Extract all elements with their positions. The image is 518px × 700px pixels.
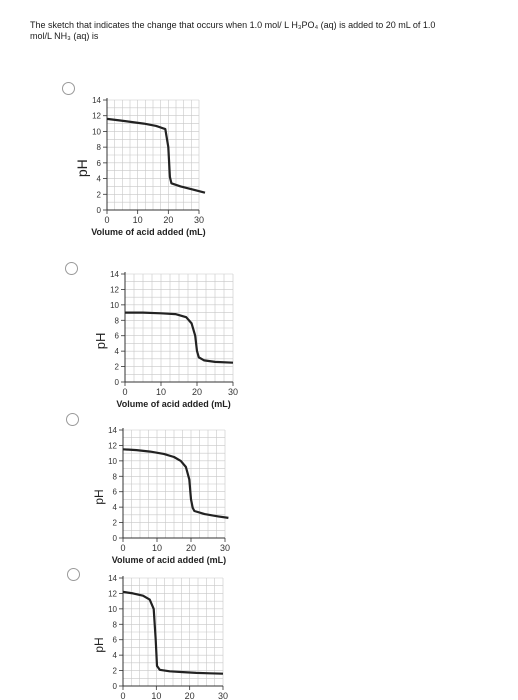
titration-curve [123, 449, 228, 518]
y-tick-label: 10 [108, 604, 117, 614]
y-tick-label: 0 [112, 534, 117, 543]
option-1-radio[interactable] [62, 82, 75, 95]
x-tick-label: 20 [185, 543, 197, 553]
option-4-radio[interactable] [67, 568, 80, 581]
question-text [30, 20, 500, 42]
y-tick-label: 6 [112, 635, 117, 645]
y-tick-label: 2 [114, 362, 119, 372]
x-tick-label: 0 [122, 387, 128, 397]
x-tick-label: 30 [219, 543, 231, 553]
x-tick-label: 10 [155, 387, 167, 397]
y-axis-label: pH [92, 489, 106, 505]
y-tick-label: 0 [96, 206, 101, 215]
y-tick-label: 8 [114, 316, 119, 326]
x-tick-label: 20 [191, 387, 203, 397]
y-tick-label: 10 [110, 300, 119, 310]
y-tick-label: 12 [108, 589, 117, 599]
y-tick-label: 14 [110, 270, 119, 279]
x-tick-label: 30 [217, 691, 229, 700]
y-tick-label: 14 [92, 96, 101, 105]
y-tick-label: 4 [96, 174, 101, 184]
question-line-1: The sketch that indicates the change that occurs when 1.0 mol/ L H₃PO₄ (aq) is added to 20 mL of 1.0 [30, 20, 436, 30]
y-tick-label: 0 [112, 682, 117, 691]
x-tick-label: 10 [151, 543, 163, 553]
y-tick-label: 4 [112, 503, 117, 513]
y-tick-label: 10 [108, 456, 117, 466]
y-tick-label: 12 [110, 285, 119, 295]
x-axis-label: Volume of acid added (mL) [91, 227, 206, 237]
y-tick-label: 2 [112, 518, 117, 528]
y-tick-label: 4 [112, 651, 117, 661]
chart-1 [74, 92, 260, 237]
y-tick-label: 14 [108, 426, 117, 435]
chart-2 [80, 262, 290, 409]
question-line-2: mol/L NH₃ (aq) is [30, 31, 99, 41]
option-3-radio[interactable] [66, 413, 79, 426]
x-axis-label: Volume of acid added (mL) [111, 555, 227, 565]
x-tick-label: 30 [193, 215, 205, 225]
chart-3 [80, 420, 280, 565]
y-tick-label: 2 [112, 666, 117, 676]
titration-curve [107, 119, 205, 193]
y-tick-label: 6 [112, 487, 117, 497]
chart-4 [80, 570, 280, 700]
y-tick-label: 8 [96, 143, 101, 153]
x-tick-label: 10 [151, 691, 162, 700]
x-tick-label: 30 [227, 387, 239, 397]
y-tick-label: 8 [112, 472, 117, 482]
y-axis-label: pH [93, 332, 108, 350]
option-2-radio[interactable] [65, 262, 78, 275]
y-axis-label: pH [92, 637, 106, 653]
x-tick-label: 10 [132, 215, 143, 225]
x-tick-label: 0 [120, 691, 126, 700]
y-tick-label: 0 [114, 378, 119, 387]
y-tick-label: 14 [108, 574, 117, 583]
y-tick-label: 4 [114, 347, 119, 357]
x-tick-label: 20 [184, 691, 195, 700]
y-tick-label: 12 [92, 111, 101, 121]
x-tick-label: 20 [163, 215, 174, 225]
x-axis-label: Volume of acid added (mL) [116, 399, 231, 409]
y-tick-label: 6 [114, 331, 119, 341]
x-tick-label: 0 [120, 543, 126, 553]
y-tick-label: 12 [108, 441, 117, 451]
y-axis-label: pH [74, 159, 90, 178]
y-tick-label: 10 [92, 127, 101, 137]
x-tick-label: 0 [104, 215, 110, 225]
y-tick-label: 8 [112, 620, 117, 630]
y-tick-label: 2 [96, 190, 101, 200]
y-tick-label: 6 [96, 158, 101, 168]
